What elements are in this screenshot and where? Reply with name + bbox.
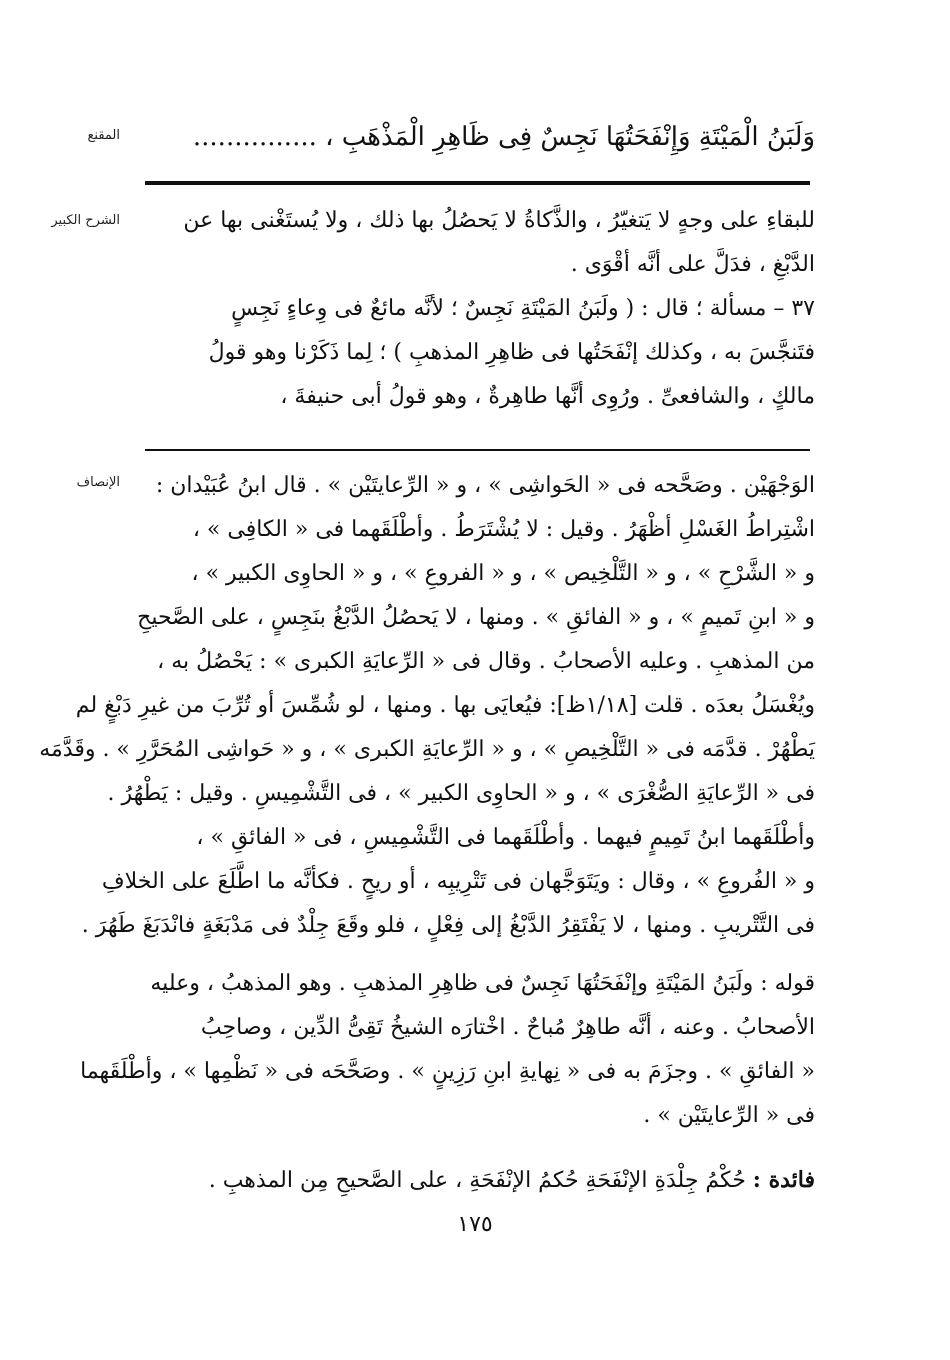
insaf-p2-line-3: « الفائقِ » . وجزَمَ به فى « نِهايةِ ابنِ رَزِينٍ » . وصَحَّحَه فى « نَظْمِها » ، وأطْلَقَهما — [80, 1059, 815, 1084]
insaf-line-4: و « ابنِ تَميمٍ » ، و « الفائقِ » . ومنها ، لا يَحصُلُ الدَّبْغُ بنَجِسٍ ، على الصَّحيحِ — [137, 605, 815, 630]
sharh-label: الشرح الكبير — [51, 213, 120, 228]
insaf-p2-line-2: الأصحابُ . وعنه ، أنَّه طاهِرٌ مُباحٌ . اخْتارَه الشيخُ تَقِىُّ الدِّين ، وصاحِبُ — [200, 1015, 815, 1040]
muqni-divider — [145, 181, 810, 185]
insaf-line-5: من المذهبِ . وعليه الأصحابُ . وقال فى « الرِّعايَةِ الكبرى » : يَحْصُلُ به ، — [157, 649, 815, 674]
insaf-fa-ida — [140, 1158, 815, 1202]
sharh-line-5: مالكٍ ، والشافعىِّ . ورُوِى أنَّها طاهِرةٌ ، وهو قولُ أبى حنيفةَ ، — [280, 384, 815, 409]
insaf-line-10: و « الفُروعِ » ، وقال : ويَتَوَجَّهان فى تَتْرِيبِه ، أو ريحٍ . فكأنَّه ما اطَّلَعَ على الخلافِ — [101, 869, 815, 894]
sharh-line-3: ٣٧ – مسألة ؛ قال : ( ولَبَنُ المَيْتَةِ نَجِسٌ ؛ لأنَّه مائعٌ فى وِعاءٍ نَجِسٍ — [231, 296, 815, 321]
insaf-p2-line-1: قوله : ولَبَنُ المَيْتَةِ وإنْفَحَتُهَا نَجِسٌ فى ظاهِرِ المذهبِ . وهو المذهبُ ، وعليه — [150, 971, 815, 996]
insaf-line-6: ويُغْسَلُ بعدَه . قلت [١/١٨ظ]: فيُعايَى بها . ومنها ، لو شُمِّسَ أو تُرِّبَ من غيرِ دَبْغٍ لم — [75, 693, 815, 718]
insaf-line-9: وأطْلَقَهما ابنُ تَمِيمٍ فيهما . وأطْلَقَهما فى التَّشْمِيسِ ، فى « الفائقِ » ، — [196, 825, 815, 850]
fa-ida-label: فائدة : — [752, 1167, 815, 1193]
sharh-text — [140, 199, 815, 419]
insaf-paragraph-2 — [80, 962, 815, 1138]
insaf-line-11: فى التَّتْريبِ . ومنها ، لا يَفْتَقِرُ الدَّبْغُ إلى فِعْلٍ ، فلو وقَعَ جِلْدٌ فى مَدْبَغَةٍ فانْدَبَغَ طَهُرَ . — [81, 913, 815, 938]
insaf-line-7: يَطْهُرْ . قدَّمَه فى « التَّلْخِيصِ » ، و « الرِّعايَةِ الكبرى » ، و « حَواشِى المُحَرَّرِ » . وقَدَّمَه — [39, 737, 815, 762]
insaf-line-2: اشْتِراطُ الغَسْلِ أظْهَرُ . وقيل : لا يُشْتَرَطُ . وأطْلَقَهما فى « الكافِى » ، — [192, 517, 815, 542]
muqni-label: المقنع — [87, 128, 120, 143]
sharh-divider — [145, 449, 810, 451]
fa-ida-line — [140, 1158, 815, 1202]
insaf-label: الإنصاف — [76, 475, 120, 490]
muqni-text-line: وَلَبَنُ الْمَيْتَةِ وَإِنْفَحَتُهَا نَجِسٌ فِى ظَاهِرِ الْمَذْهَبِ ، ............... — [192, 122, 815, 152]
sharh-line-2: الدَّبْغِ ، فدَلَّ على أنَّه أقْوَى . — [570, 252, 815, 277]
sharh-line-1: للبقاءِ على وجهٍ لا يَتغيّرُ ، والذَّكاةُ لا يَحصُلُ بها ذلك ، ولا يُستَغْنى بها عن — [183, 208, 815, 233]
insaf-p2-line-4: فى « الرِّعايتَيْن » . — [643, 1103, 815, 1128]
insaf-line-3: و « الشَّرْحِ » ، و « التَّلْخِيص » ، و « الفروعِ » ، و « الحاوِى الكبير » ، — [191, 561, 815, 586]
sharh-line-4: فتَنجَّسَ به ، وكذلك إنْفَحَتُها فى ظاهِرِ المذهبِ ) ؛ لِما ذَكَرْنا وهو قولُ — [208, 340, 815, 365]
insaf-line-8: فى « الرِّعايَةِ الصُّغْرَى » ، و « الحاوِى الكبير » ، فى التَّشْمِيسِ . وقيل : يَطْهُرُ . — [107, 781, 815, 806]
fa-ida-text: حُكْمُ جِلْدَةِ الإنْفَحَةِ حُكمُ الإنْفَحَةِ ، على الصَّحيحِ مِن المذهبِ . — [208, 1168, 746, 1193]
insaf-line-1: الوَجْهَيْن . وصَحَّحه فى « الحَواشِى » ، و « الرِّعايتَيْن » . قال ابنُ عُبَيْدان : — [155, 473, 815, 498]
page-number: ١٧٥ — [457, 1212, 493, 1237]
